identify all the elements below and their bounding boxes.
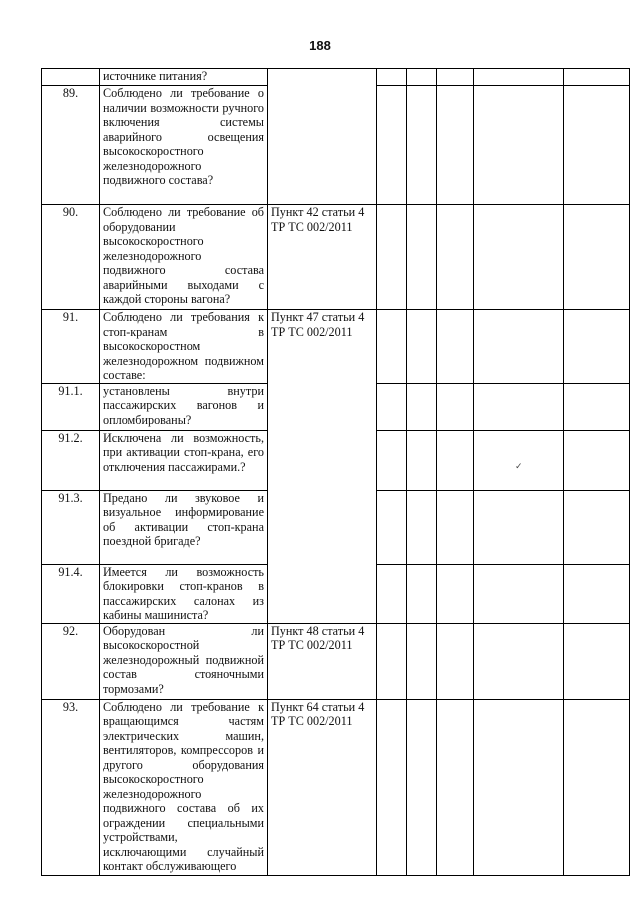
answer-cell [437, 430, 474, 490]
row-number: 92. [42, 623, 100, 699]
question-text: источнике питания? [100, 69, 268, 86]
row-number: 89. [42, 86, 100, 205]
answer-cell [407, 205, 437, 310]
row-number: 91.2. [42, 430, 100, 490]
pen-mark: ✓ [515, 461, 523, 471]
answer-cell [407, 310, 437, 384]
answer-cell [474, 699, 564, 875]
legal-reference: Пункт 42 статьи 4 ТР ТС 002/2011 [268, 205, 377, 310]
row-number [42, 69, 100, 86]
answer-cell [474, 623, 564, 699]
table-row [42, 699, 630, 875]
answer-cell [377, 490, 407, 564]
question-text: Имеется ли возможность блокировки стоп-кранов в пассажирских салонах из кабины машиниста? [100, 564, 268, 623]
answer-cell [407, 699, 437, 875]
answer-cell [564, 699, 630, 875]
answer-cell [437, 623, 474, 699]
answer-cell [407, 490, 437, 564]
legal-reference [268, 69, 377, 205]
answer-cell [377, 86, 407, 205]
answer-cell [437, 86, 474, 205]
page-number: 188 [309, 38, 331, 53]
answer-cell [407, 623, 437, 699]
question-text: Соблюдено ли требование к вращающимся частям электрических машин, вентиляторов, компрессоров и другого оборудования высокоскоростного железнодорожного подвижного состава об их ограждении специальными устройствами, исключающими случайный контакт обслуживающего [100, 699, 268, 875]
checklist-table [41, 68, 630, 876]
answer-cell [407, 86, 437, 205]
answer-cell [437, 564, 474, 623]
answer-cell [437, 205, 474, 310]
answer-cell [407, 69, 437, 86]
answer-cell [377, 310, 407, 384]
question-text: Соблюдено ли требования к стоп-кранам в высокоскоростном железнодорожном подвижном составе: [100, 310, 268, 384]
answer-cell [474, 490, 564, 564]
row-number: 90. [42, 205, 100, 310]
row-number: 91.3. [42, 490, 100, 564]
row-number: 91.1. [42, 383, 100, 430]
answer-cell [564, 310, 630, 384]
answer-cell [474, 69, 564, 86]
answer-cell [407, 430, 437, 490]
answer-cell [474, 383, 564, 430]
answer-cell [474, 564, 564, 623]
answer-cell [564, 430, 630, 490]
row-number: 91. [42, 310, 100, 384]
answer-cell [564, 623, 630, 699]
legal-reference: Пункт 47 статьи 4 ТР ТС 002/2011 [268, 310, 377, 624]
answer-cell [564, 86, 630, 205]
answer-cell [437, 383, 474, 430]
question-text: Исключена ли возможность, при активации стоп-крана, его отключения пассажирами.? [100, 430, 268, 490]
row-number: 91.4. [42, 564, 100, 623]
answer-cell [474, 310, 564, 384]
answer-cell [377, 205, 407, 310]
table-row [42, 623, 630, 699]
answer-cell [564, 205, 630, 310]
answer-cell [377, 383, 407, 430]
table-row [42, 310, 630, 384]
answer-cell [437, 699, 474, 875]
answer-cell [474, 430, 564, 490]
answer-cell [564, 383, 630, 430]
answer-cell [377, 430, 407, 490]
question-text: Соблюдено ли требование о наличии возможности ручного включения системы аварийного освещения высокоскоростного железнодорожного подвижного состава? [100, 86, 268, 205]
answer-cell [474, 86, 564, 205]
answer-cell [377, 699, 407, 875]
legal-reference: Пункт 48 статьи 4 ТР ТС 002/2011 [268, 623, 377, 699]
answer-cell [377, 623, 407, 699]
answer-cell [377, 69, 407, 86]
answer-cell [407, 383, 437, 430]
answer-cell [437, 490, 474, 564]
answer-cell [474, 205, 564, 310]
question-text: Оборудован ли высокоскоростной железнодорожный подвижной состав стояночными тормозами? [100, 623, 268, 699]
answer-cell [377, 564, 407, 623]
answer-cell [564, 490, 630, 564]
table-row [42, 69, 630, 86]
answer-cell [564, 564, 630, 623]
answer-cell [437, 310, 474, 384]
answer-cell [437, 69, 474, 86]
row-number: 93. [42, 699, 100, 875]
question-text: Соблюдено ли требование об оборудовании высокоскоростного железнодорожного подвижного состава аварийными выходами с каждой стороны вагона? [100, 205, 268, 310]
table-row [42, 205, 630, 310]
answer-cell [407, 564, 437, 623]
question-text: установлены внутри пассажирских вагонов и опломбированы? [100, 383, 268, 430]
answer-cell [564, 69, 630, 86]
question-text: Предано ли звуковое и визуальное информирование об активации стоп-крана поездной бригаде? [100, 490, 268, 564]
legal-reference: Пункт 64 статьи 4 ТР ТС 002/2011 [268, 699, 377, 875]
